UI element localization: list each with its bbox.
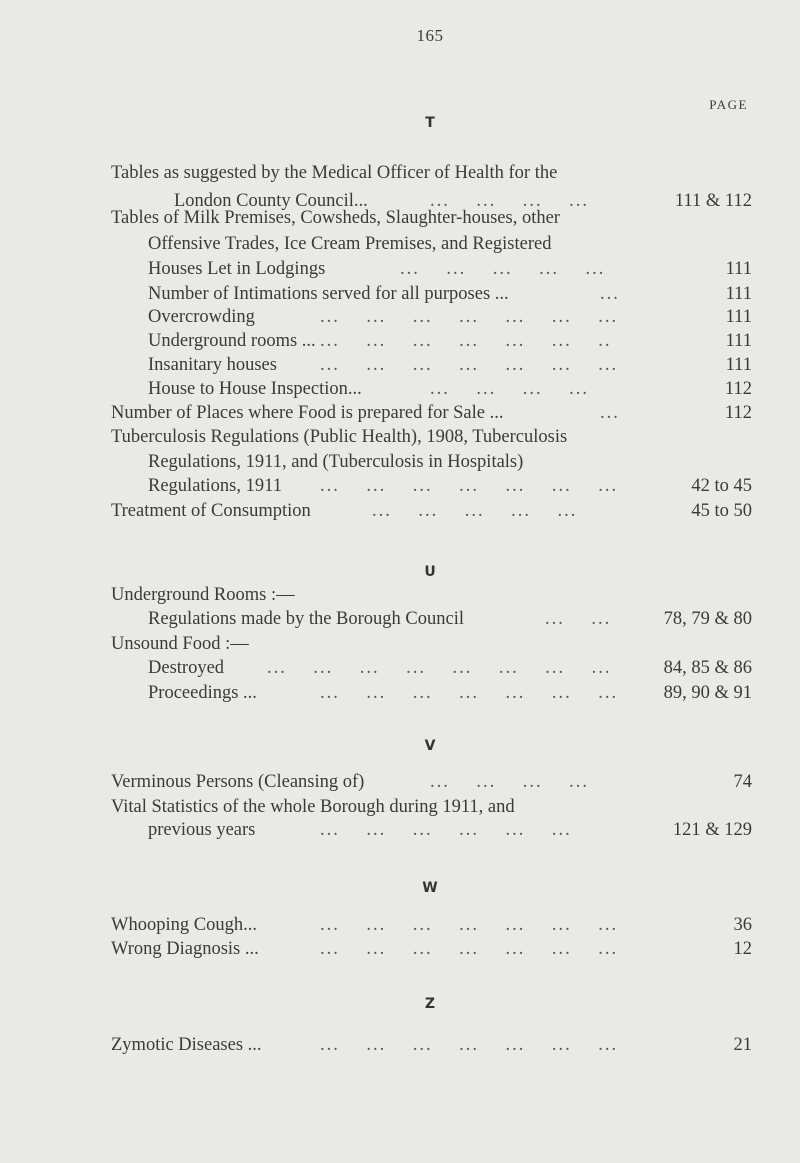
entry-vital-statistics-line1: Vital Statistics of the whole Borough during 1911, and: [111, 797, 515, 817]
leader-dots: ... ... ... ... ... ... ...: [320, 683, 619, 703]
entry-underground-rooms: Underground rooms ...: [148, 331, 316, 351]
leader-dots: ... ... ... ... ... ... ..: [320, 331, 612, 351]
entry-zymotic-diseases: Zymotic Diseases ...: [111, 1035, 262, 1055]
page-ref: 89, 90 & 91: [663, 683, 752, 703]
entry-unsound-food-heading: Unsound Food :—: [111, 634, 249, 654]
leader-dots: ... ... ... ...: [430, 191, 589, 211]
leader-dots: ... ... ... ... ... ... ...: [320, 355, 619, 375]
section-letter-z: Z: [424, 996, 436, 1012]
leader-dots: ... ... ... ... ... ... ...: [320, 915, 619, 935]
page-ref: 36: [733, 915, 752, 935]
entry-proceedings: Proceedings ...: [148, 683, 257, 703]
leader-dots: ... ... ... ... ... ... ...: [320, 939, 619, 959]
entry-vital-statistics-line2: previous years: [148, 820, 256, 840]
page-ref: 121 & 129: [672, 820, 752, 840]
page-ref: 112: [724, 403, 752, 423]
entry-overcrowding: Overcrowding: [148, 307, 255, 327]
entry-tables-lcc-line2: London County Council...: [174, 191, 368, 211]
entry-tables-milk-line2: Offensive Trades, Ice Cream Premises, and Registered: [148, 234, 552, 254]
page-ref: 84, 85 & 86: [663, 658, 752, 678]
page-ref: 111 & 112: [674, 191, 752, 211]
page-ref: 111: [725, 307, 752, 327]
page-column-label: PAGE: [709, 97, 748, 112]
leader-dots: ... ... ... ... ... ... ... ...: [267, 658, 612, 678]
page-ref: 78, 79 & 80: [663, 609, 752, 629]
entry-tb-regs-line2: Regulations, 1911, and (Tuberculosis in Hospitals): [148, 452, 524, 472]
leader-dots: ... ... ... ... ... ... ...: [320, 476, 619, 496]
leader-dots: ... ... ... ... ... ... ...: [320, 307, 619, 327]
leader-dots: ...: [600, 284, 620, 304]
page-ref: 21: [733, 1035, 752, 1055]
leader-dots: ... ... ... ... ...: [400, 259, 606, 279]
entry-insanitary-houses: Insanitary houses: [148, 355, 277, 375]
page-ref: 111: [725, 331, 752, 351]
section-letter-v: V: [424, 738, 436, 754]
page-ref: 74: [733, 772, 752, 792]
entry-tables-milk-line1: Tables of Milk Premises, Cowsheds, Slaughter-houses, other: [111, 208, 560, 228]
entry-tb-regs-line3: Regulations, 1911: [148, 476, 282, 496]
page-ref: 112: [724, 379, 752, 399]
entry-tables-milk-line3: Houses Let in Lodgings: [148, 259, 326, 279]
leader-dots: ... ... ... ... ... ... ...: [320, 1035, 619, 1055]
section-letter-w: W: [422, 880, 438, 896]
entry-whooping-cough: Whooping Cough...: [111, 915, 257, 935]
page-number: 165: [416, 26, 444, 45]
entry-house-inspection: House to House Inspection...: [148, 379, 362, 399]
entry-consumption: Treatment of Consumption: [111, 501, 311, 521]
leader-dots: ...: [600, 403, 620, 423]
leader-dots: ... ...: [545, 609, 612, 629]
page-ref: 111: [725, 284, 752, 304]
entry-verminous-persons: Verminous Persons (Cleansing of): [111, 772, 365, 792]
entry-underground-heading: Underground Rooms :—: [111, 585, 295, 605]
section-letter-u: U: [424, 564, 436, 580]
page-ref: 111: [725, 259, 752, 279]
entry-intimations: Number of Intimations served for all purposes ...: [148, 284, 509, 304]
leader-dots: ... ... ... ...: [430, 379, 589, 399]
entry-tables-lcc-line1: Tables as suggested by the Medical Officer of Health for the: [111, 163, 558, 183]
leader-dots: ... ... ... ... ... ...: [320, 820, 572, 840]
entry-tb-regs-line1: Tuberculosis Regulations (Public Health), 1908, Tuberculosis: [111, 427, 568, 447]
section-letter-t: T: [425, 115, 435, 131]
page-ref: 12: [733, 939, 752, 959]
leader-dots: ... ... ... ...: [430, 772, 589, 792]
entry-food-places: Number of Places where Food is prepared for Sale ...: [111, 403, 504, 423]
page-ref: 45 to 50: [691, 501, 752, 521]
entry-destroyed: Destroyed: [148, 658, 225, 678]
entry-underground-regulations: Regulations made by the Borough Council: [148, 609, 464, 629]
page-ref: 42 to 45: [691, 476, 752, 496]
leader-dots: ... ... ... ... ...: [372, 501, 578, 521]
page-ref: 111: [725, 355, 752, 375]
entry-wrong-diagnosis: Wrong Diagnosis ...: [111, 939, 259, 959]
